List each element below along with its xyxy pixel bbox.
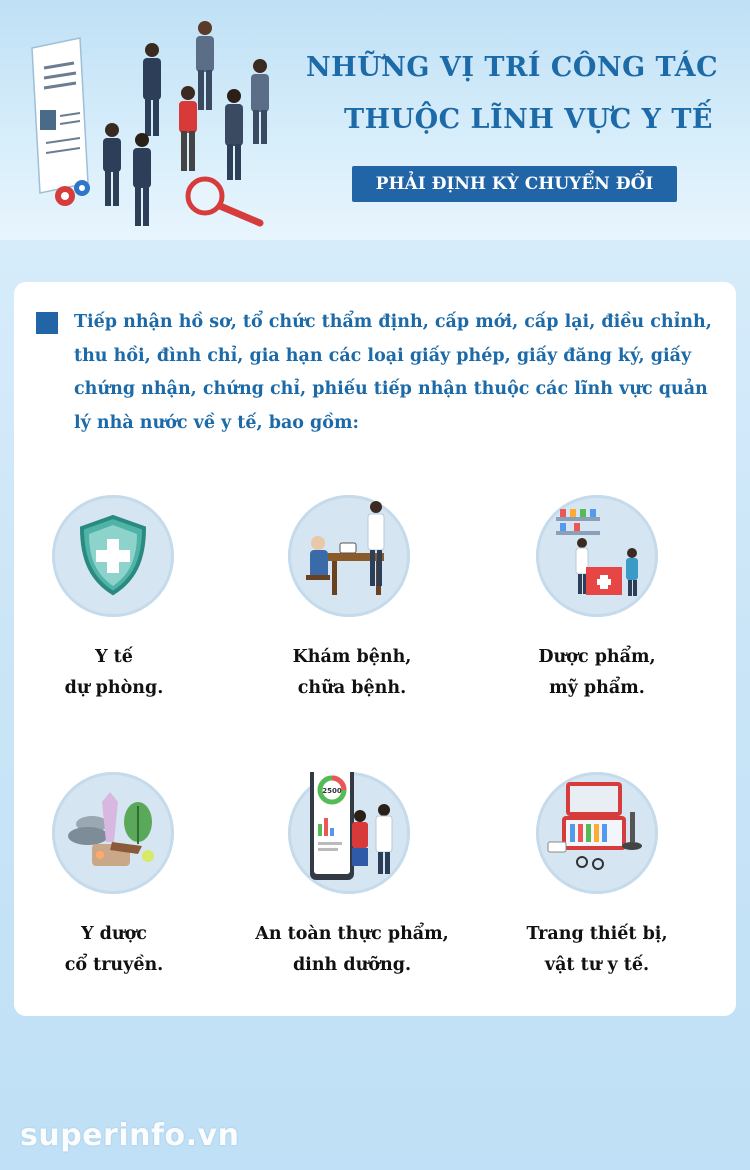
subtitle-badge: PHẢI ĐỊNH KỲ CHUYỂN ĐỔI [352, 166, 677, 202]
category-label: Trang thiết bị, vật tư y tế. [526, 924, 668, 975]
category-label: Khám bệnh, chữa bệnh. [292, 647, 412, 698]
content-card [14, 282, 736, 1016]
resume-document-icon [32, 38, 88, 193]
header-banner [0, 0, 750, 240]
traditional-medicine-icon [52, 772, 174, 894]
watermark-logo: superinfo.vn [20, 1118, 240, 1153]
pharmacy-icon [536, 495, 658, 617]
category-label: An toàn thực phẩm, dinh dưỡng. [255, 924, 449, 975]
shield-cross-icon [52, 495, 174, 617]
doctor-patient-icon [288, 495, 410, 617]
phone-calorie-badge: 2500 [322, 787, 342, 795]
nutrition-phone-icon [288, 772, 410, 894]
category-label: Dược phẩm, mỹ phẩm. [538, 647, 656, 698]
medical-equipment-icon [536, 772, 658, 894]
category-label: Y dược cổ truyền. [64, 924, 164, 975]
bullet-square-icon [36, 312, 58, 334]
intro-text: Tiếp nhận hồ sơ, tổ chức thẩm định, cấp mới, cấp lại, điều chỉnh, thu hồi, đình chỉ, gia hạn các loại giấy phép, giấy đăng ký, giấy chứng nhận, chứng chỉ, phiếu tiếp nhận thuộc các lĩnh vực quản lý nhà nước về y tế, bao gồm: [74, 312, 712, 433]
page-title-line1: NHỮNG VỊ TRÍ CÔNG TÁC [306, 52, 719, 83]
category-label: Y tế dự phòng. [64, 647, 164, 698]
people-search-illustration [10, 8, 280, 233]
page-title-line2: THUỘC LĨNH VỰC Y TẾ [344, 104, 713, 135]
magnifier-icon [188, 179, 260, 223]
